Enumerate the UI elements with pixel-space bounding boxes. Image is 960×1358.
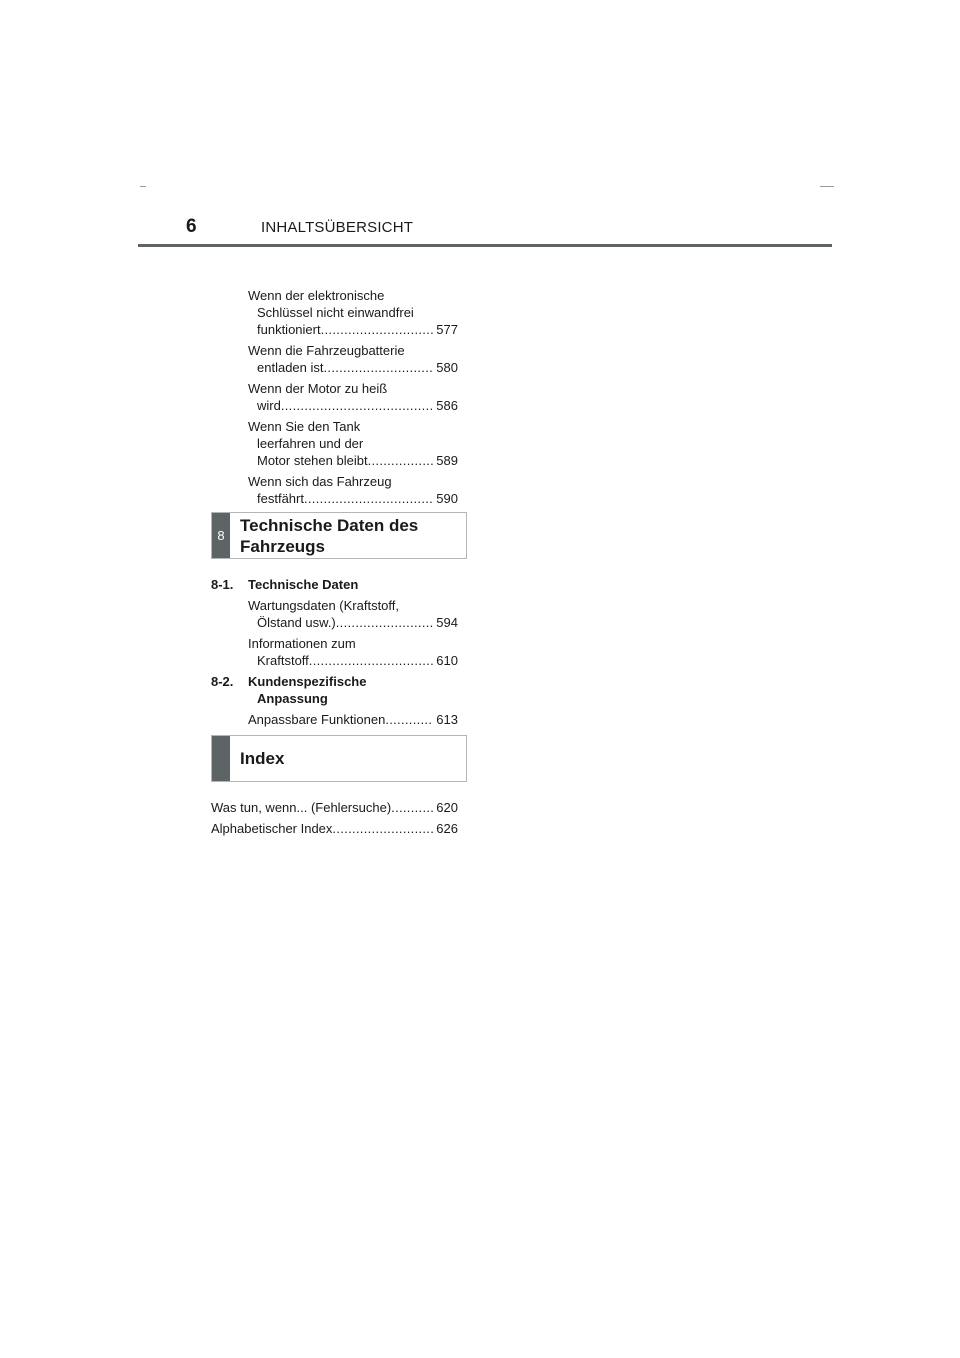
chapter-tab	[212, 736, 230, 781]
section-title: Kundenspezifische	[248, 674, 367, 689]
page-ref: 589	[436, 453, 458, 468]
chapter-title: Index	[240, 749, 285, 768]
page-ref: 620	[436, 800, 458, 815]
crop-mark-right	[820, 186, 834, 187]
page-ref: 577	[436, 322, 458, 337]
page-ref: 626	[436, 821, 458, 836]
section-title: Technische Daten	[248, 577, 359, 592]
toc-entry[interactable]: Wenn die Fahrzeugbatterie entladen ist ..... 580	[211, 342, 468, 376]
page-ref: 590	[436, 491, 458, 506]
page-header	[138, 212, 832, 248]
page-ref: 594	[436, 615, 458, 630]
toc-entry[interactable]: Wartungsdaten (Kraftstoff, Ölstand usw.) ..... 594	[211, 597, 468, 631]
chapter-heading-8[interactable]	[211, 512, 467, 559]
toc-entry[interactable]: Alphabetischer Index ..... 626	[211, 820, 468, 837]
toc-entry[interactable]: Wenn der Motor zu heiß wird ..... 586	[211, 380, 468, 414]
crop-mark-left	[140, 186, 146, 187]
toc-entry[interactable]: Wenn sich das Fahrzeug festfährt ..... 590	[211, 473, 468, 507]
header-rule	[138, 244, 832, 247]
page-ref: 610	[436, 653, 458, 668]
chapter-tab: 8	[212, 513, 230, 558]
toc-section[interactable]	[211, 576, 468, 593]
chapter-heading-index[interactable]	[211, 735, 467, 782]
toc-entry[interactable]: Wenn Sie den Tank leerfahren und der Motor stehen bleibt ..... 589	[211, 418, 468, 469]
toc-block-chapter-8	[211, 576, 468, 732]
toc-section[interactable]: 8-2. Kundenspezifische Anpassung	[211, 674, 367, 706]
page-ref: 586	[436, 398, 458, 413]
toc-block-index	[211, 799, 468, 841]
section-number: 8-2.	[211, 674, 234, 689]
toc-block-emergencies	[211, 287, 468, 511]
page-number: 6	[186, 216, 197, 237]
toc-entry[interactable]: Wenn der elektronische Schlüssel nicht einwandfrei funktioniert ..... 577	[211, 287, 468, 338]
toc-entry[interactable]: Anpassbare Funktionen ..... 613	[211, 711, 468, 728]
toc-entry[interactable]: Was tun, wenn... (Fehlersuche) ..... 620	[211, 799, 468, 816]
chapter-title: Technische Daten des Fahrzeugs	[240, 515, 419, 556]
toc-entry[interactable]: Informationen zum Kraftstoff ..... 610	[211, 635, 468, 669]
page-ref: 580	[436, 360, 458, 375]
header-title: INHALTSÜBERSICHT	[261, 219, 414, 236]
section-number: 8-1.	[211, 577, 234, 592]
page-ref: 613	[436, 712, 458, 727]
